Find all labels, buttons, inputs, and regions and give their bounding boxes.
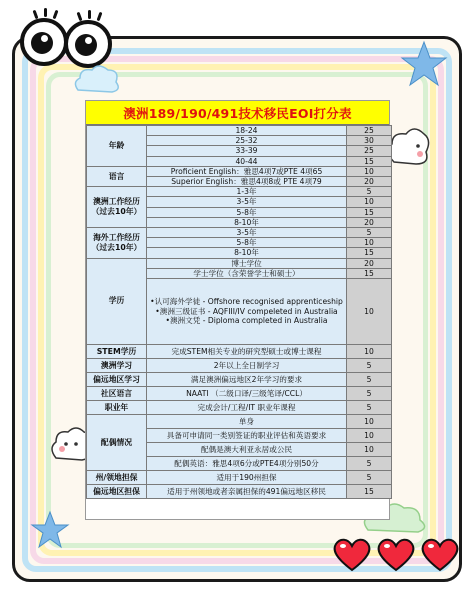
category-cell: 职业年 <box>87 401 147 415</box>
table-row <box>87 126 392 136</box>
criterion-cell: 8-10年 <box>147 248 347 258</box>
points-cell: 5 <box>347 401 392 415</box>
table-row <box>87 485 392 499</box>
points-cell: 25 <box>347 146 392 156</box>
eoi-score-sheet <box>85 100 390 520</box>
points-cell: 10 <box>347 429 392 443</box>
criterion-cell: 18-24 <box>147 126 347 136</box>
criterion-cell: 满足澳洲偏远地区2年学习的要求 <box>147 373 347 387</box>
points-cell: 20 <box>347 217 392 227</box>
points-cell: 5 <box>347 457 392 471</box>
points-cell: 5 <box>347 387 392 401</box>
points-cell: 5 <box>347 187 392 197</box>
table-row <box>87 228 392 238</box>
points-cell: 10 <box>347 345 392 359</box>
criterion-cell: 配偶是澳大利亚永居或公民 <box>147 443 347 457</box>
category-cell: 澳洲学习 <box>87 359 147 373</box>
table-row <box>87 187 392 197</box>
table-row <box>87 373 392 387</box>
category-cell: 偏远地区担保 <box>87 485 147 499</box>
eyelash-icon <box>33 10 39 19</box>
star-icon <box>30 510 70 550</box>
heart-icon <box>332 536 372 572</box>
points-cell: 5 <box>347 228 392 238</box>
table-row <box>87 166 392 176</box>
points-cell: 10 <box>347 415 392 429</box>
criterion-cell: Superior English：雅思4项8或 PTE 4项79 <box>147 177 347 187</box>
criterion-cell: •认可海外学徒 - Offshore recognised apprenticeship •澳洲三级证书 - AQFIII/IV compeleted in Australia •澳洲文凭 - Diploma completed in Australia <box>147 279 347 345</box>
criterion-cell: 具备可申请同一类别签证的职业评估和英语要求 <box>147 429 347 443</box>
criterion-cell: 学士学位（含荣誉学士和硕士） <box>147 268 347 278</box>
eyelash-icon <box>77 12 83 21</box>
table-row <box>87 359 392 373</box>
criterion-cell: 适用于190州担保 <box>147 471 347 485</box>
criterion-cell: 33-39 <box>147 146 347 156</box>
criterion-cell: 完成会计/工程/IT 职业年课程 <box>147 401 347 415</box>
points-cell: 15 <box>347 207 392 217</box>
points-cell: 10 <box>347 197 392 207</box>
table-row <box>87 258 392 268</box>
points-cell: 10 <box>347 238 392 248</box>
points-cell: 5 <box>347 373 392 387</box>
table-row <box>87 345 392 359</box>
criterion-cell: Proficient English：雅思4项7或PTE 4项65 <box>147 166 347 176</box>
points-cell: 10 <box>347 279 392 345</box>
table-row <box>87 471 392 485</box>
heart-icon <box>376 536 416 572</box>
category-cell: 语言 <box>87 166 147 186</box>
criterion-cell: 博士学位 <box>147 258 347 268</box>
criterion-cell: NAATI （二级口译/三级笔译/CCL） <box>147 387 347 401</box>
points-cell: 20 <box>347 177 392 187</box>
points-cell: 5 <box>347 359 392 373</box>
hearts-decoration <box>332 536 460 572</box>
star-icon <box>400 40 448 88</box>
category-cell: 年龄 <box>87 126 147 167</box>
category-cell: 社区语言 <box>87 387 147 401</box>
criterion-cell: 5-8年 <box>147 207 347 217</box>
table-row <box>87 415 392 429</box>
criterion-cell: 2年以上全日制学习 <box>147 359 347 373</box>
criterion-cell: 3-5年 <box>147 228 347 238</box>
heart-icon <box>420 536 460 572</box>
points-cell: 5 <box>347 471 392 485</box>
criterion-cell: 配偶英语：雅思4项6分或PTE4项分别50分 <box>147 457 347 471</box>
category-cell: 学历 <box>87 258 147 344</box>
table-row <box>87 387 392 401</box>
eyelash-icon <box>97 12 103 21</box>
eyelash-icon <box>88 10 91 19</box>
points-cell: 15 <box>347 268 392 278</box>
points-cell: 15 <box>347 485 392 499</box>
points-cell: 10 <box>347 166 392 176</box>
eyelash-icon <box>53 10 59 19</box>
category-cell: STEM学历 <box>87 345 147 359</box>
points-cell: 10 <box>347 443 392 457</box>
eyelash-icon <box>44 8 47 17</box>
points-cell: 15 <box>347 156 392 166</box>
criterion-cell: 1-3年 <box>147 187 347 197</box>
criterion-cell: 3-5年 <box>147 197 347 207</box>
eye-left-icon <box>20 18 68 66</box>
points-cell: 30 <box>347 136 392 146</box>
category-cell: 偏远地区学习 <box>87 373 147 387</box>
criterion-cell: 25-32 <box>147 136 347 146</box>
category-cell: 配偶情况 <box>87 415 147 471</box>
points-cell: 15 <box>347 248 392 258</box>
criterion-cell: 40-44 <box>147 156 347 166</box>
criterion-cell: 5-8年 <box>147 238 347 248</box>
category-cell: 澳洲工作经历（过去10年） <box>87 187 147 228</box>
criterion-cell: 8-10年 <box>147 217 347 227</box>
cloud-icon <box>70 62 122 96</box>
criterion-cell: 完成STEM相关专业的研究型硕士或博士课程 <box>147 345 347 359</box>
score-table <box>86 125 392 499</box>
criterion-cell: 单身 <box>147 415 347 429</box>
eye-right-icon <box>64 20 112 68</box>
criterion-cell: 适用于州领地或者亲属担保的491偏远地区移民 <box>147 485 347 499</box>
table-row <box>87 401 392 415</box>
category-cell: 海外工作经历（过去10年） <box>87 228 147 259</box>
category-cell: 州/领地担保 <box>87 471 147 485</box>
points-cell: 20 <box>347 258 392 268</box>
points-cell: 25 <box>347 126 392 136</box>
sheet-title: 澳洲189/190/491技术移民EOI打分表 <box>86 101 389 125</box>
